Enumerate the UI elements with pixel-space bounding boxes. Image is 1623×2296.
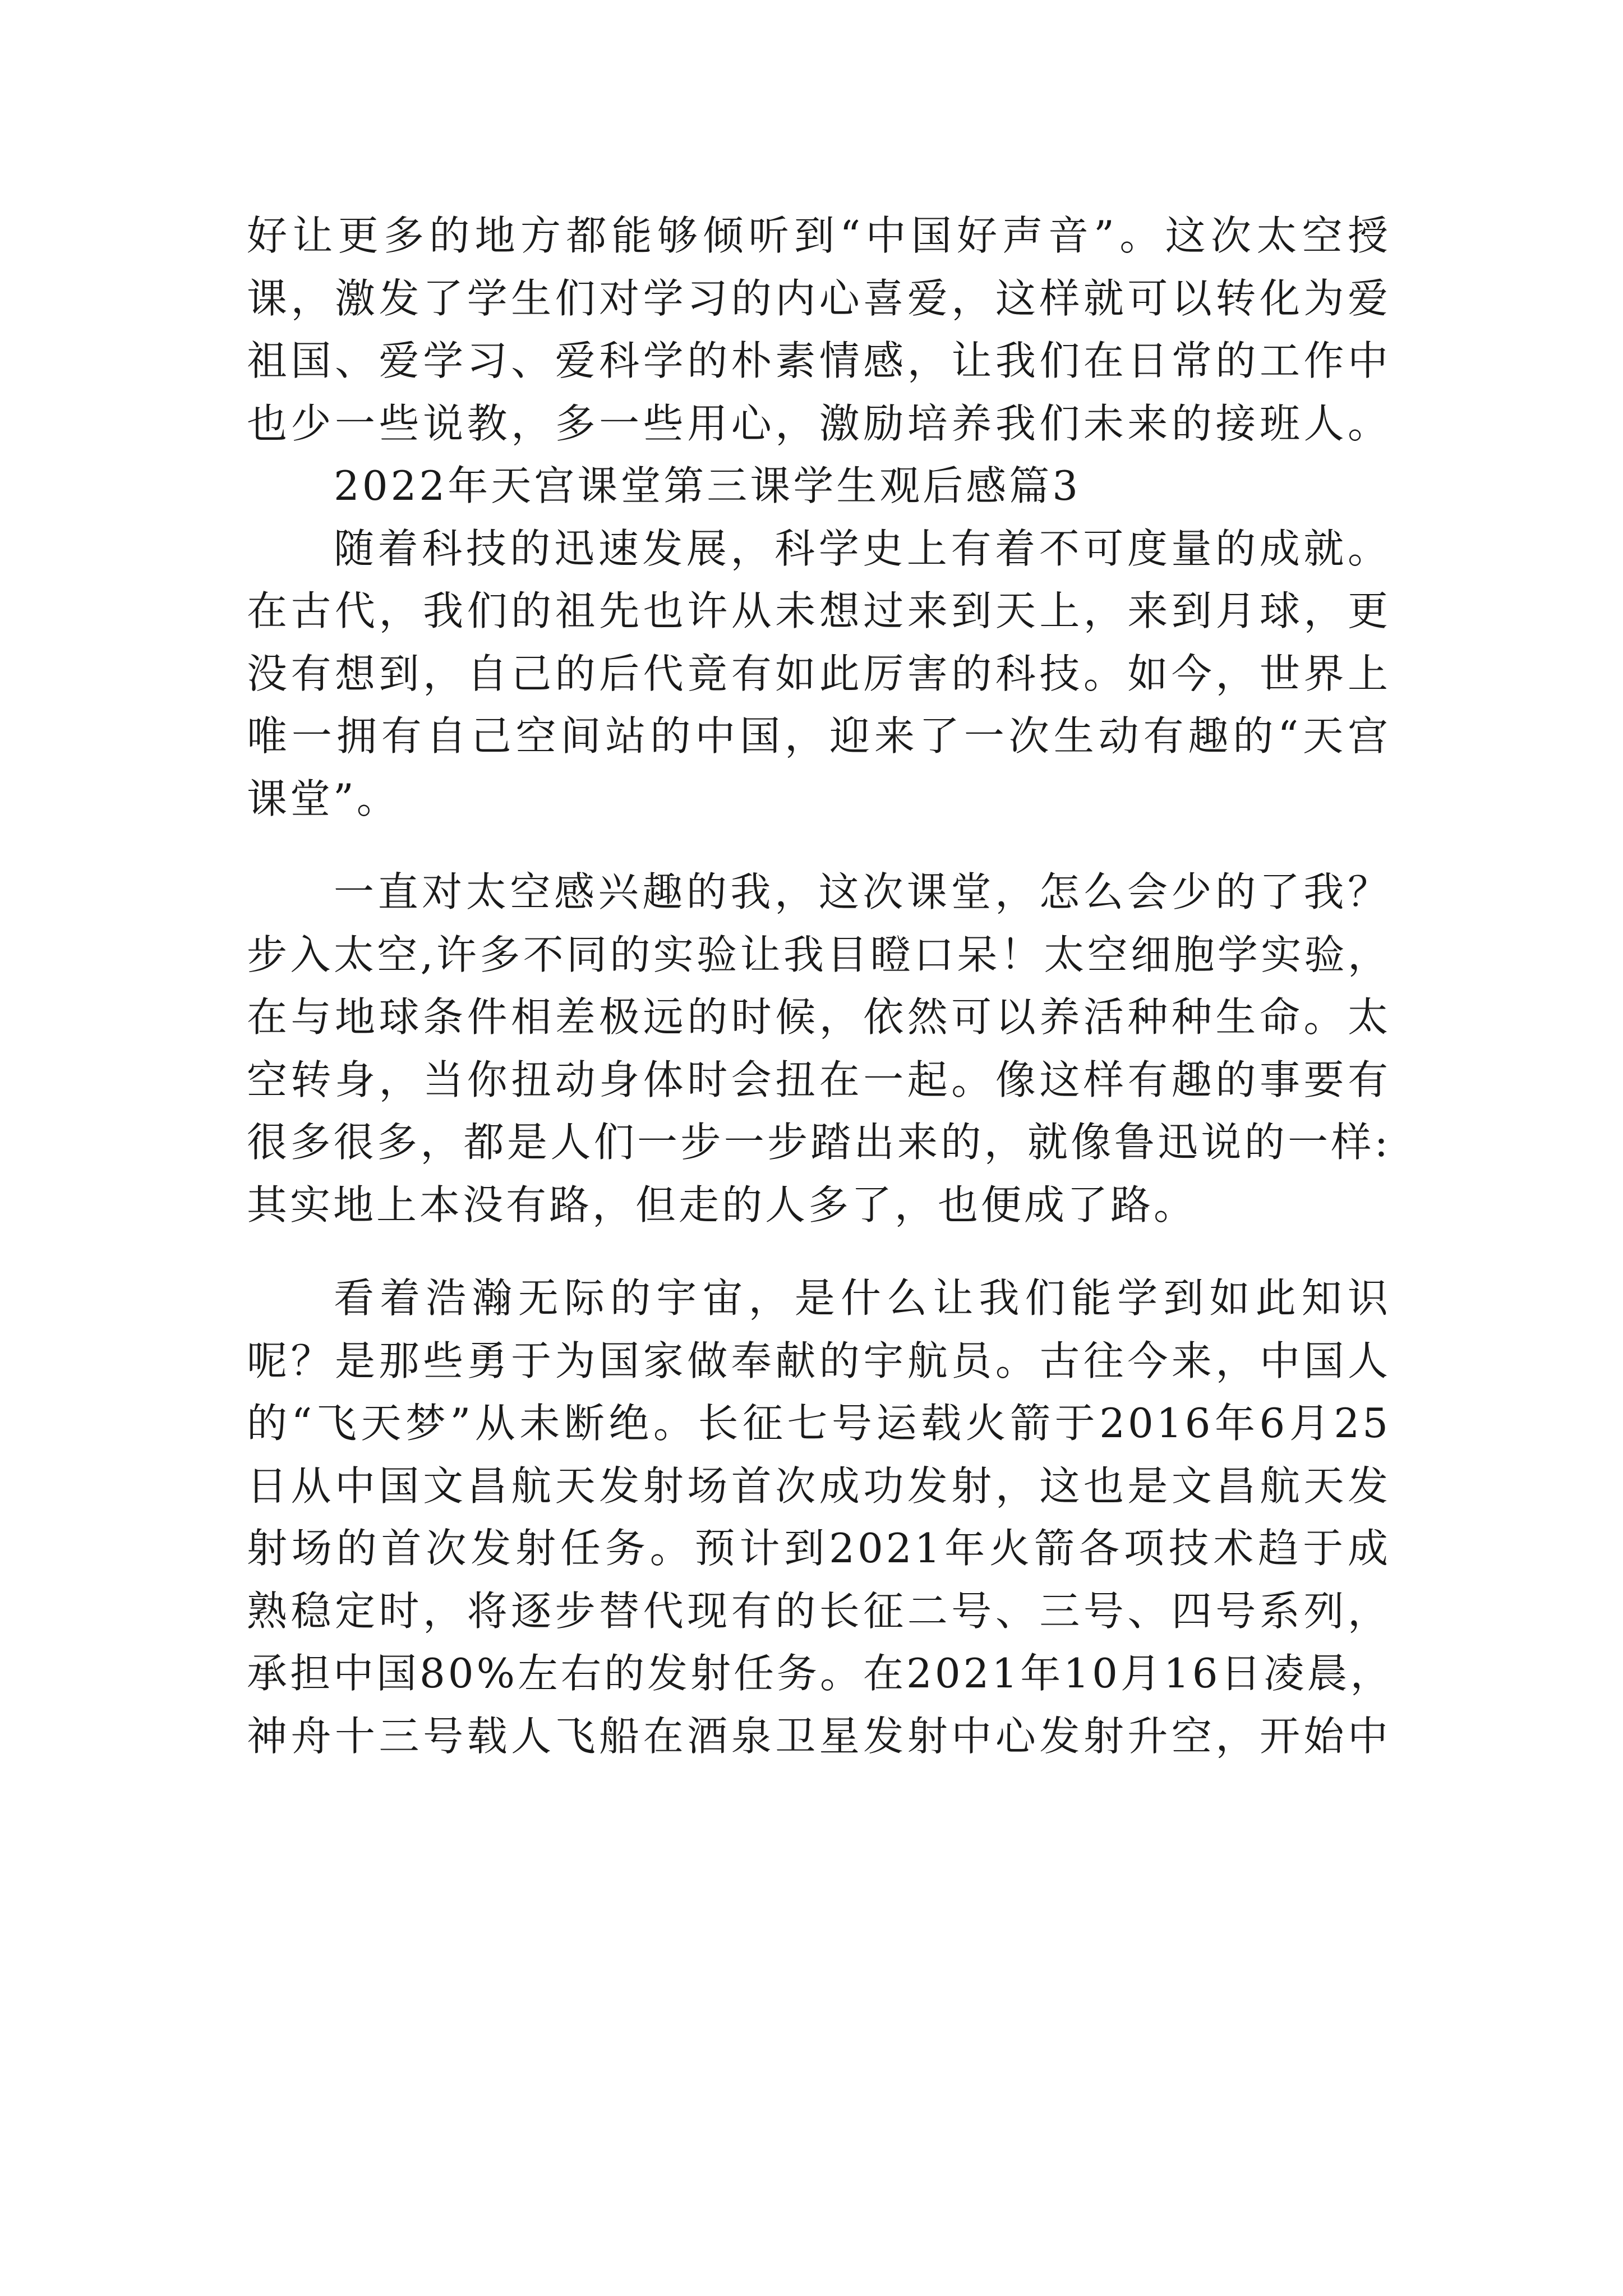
text-line: 一直对太空感兴趣的我，这次课堂，怎么会少的了我？ [334,868,1391,915]
document-body [247,205,1394,1768]
text-line: 很多很多，都是人们一步一步踏出来的，就像鲁迅说的一样: [247,1119,1391,1166]
text-line: 其实地上本没有路，但走的人多了，也便成了路。 [247,1181,1197,1228]
paragraph [247,1267,1394,1768]
text-line: 祖国、爱学习、爱科学的朴素情感，让我们在日常的工作中 [247,337,1391,384]
paragraph [247,205,1391,455]
text-line: 日从中国文昌航天发射场首次成功发射，这也是文昌航天发 [247,1462,1391,1510]
paragraph [247,861,1391,1236]
section-heading [247,455,1391,518]
text-line: 也少一些说教，多一些用心，激励培养我们未来的接班人。 [247,399,1391,447]
text-line: 空转身，当你扭动身体时会扭在一起。像这样有趣的事要有 [247,1056,1391,1103]
paragraph-spacer [247,830,1391,861]
text-line: 呢？是那些勇于为国家做奉献的宇航员。古往今来，中国人 [247,1337,1391,1384]
text-line: 看着浩瀚无际的宇宙，是什么让我们能学到如此知识 [334,1274,1391,1322]
text-line: 在与地球条件相差极远的时候，依然可以养活种种生命。太 [247,993,1391,1041]
paragraph-spacer [247,1236,1391,1267]
heading-text: 2022年天宫课堂第三课学生观后感篇3 [334,462,1081,509]
text-line: 课堂”。 [247,775,400,822]
text-line: 没有想到，自己的后代竟有如此厉害的科技。如今，世界上 [247,650,1391,697]
text-line: 熟稳定时，将逐步替代现有的长征二号、三号、四号系列， [247,1587,1391,1635]
text-line: 射场的首次发射任务。预计到2021年火箭各项技术趋于成 [247,1525,1391,1572]
text-line: 的“飞天梦”从未断绝。长征七号运载火箭于2016年6月25 [247,1400,1391,1447]
text-line: 神舟十三号载人飞船在酒泉卫星发射中心发射升空，开始中 [247,1712,1391,1760]
paragraph [247,518,1391,831]
text-line: 唯一拥有自己空间站的中国，迎来了一次生动有趣的“天宫 [247,712,1391,760]
text-line: 步入太空,许多不同的实验让我目瞪口呆！太空细胞学实验， [247,931,1391,978]
text-line: 课，激发了学生们对学习的内心喜爱，这样就可以转化为爱 [247,274,1391,322]
text-line: 在古代，我们的祖先也许从未想过来到天上，来到月球，更 [247,587,1391,634]
text-line: 好让更多的地方都能够倾听到“中国好声音”。这次太空授 [247,212,1391,259]
text-line: 随着科技的迅速发展，科学史上有着不可度量的成就。 [334,524,1391,572]
text-line: 承担中国80%左右的发射任务。在2021年10月16日凌晨， [247,1650,1394,1697]
